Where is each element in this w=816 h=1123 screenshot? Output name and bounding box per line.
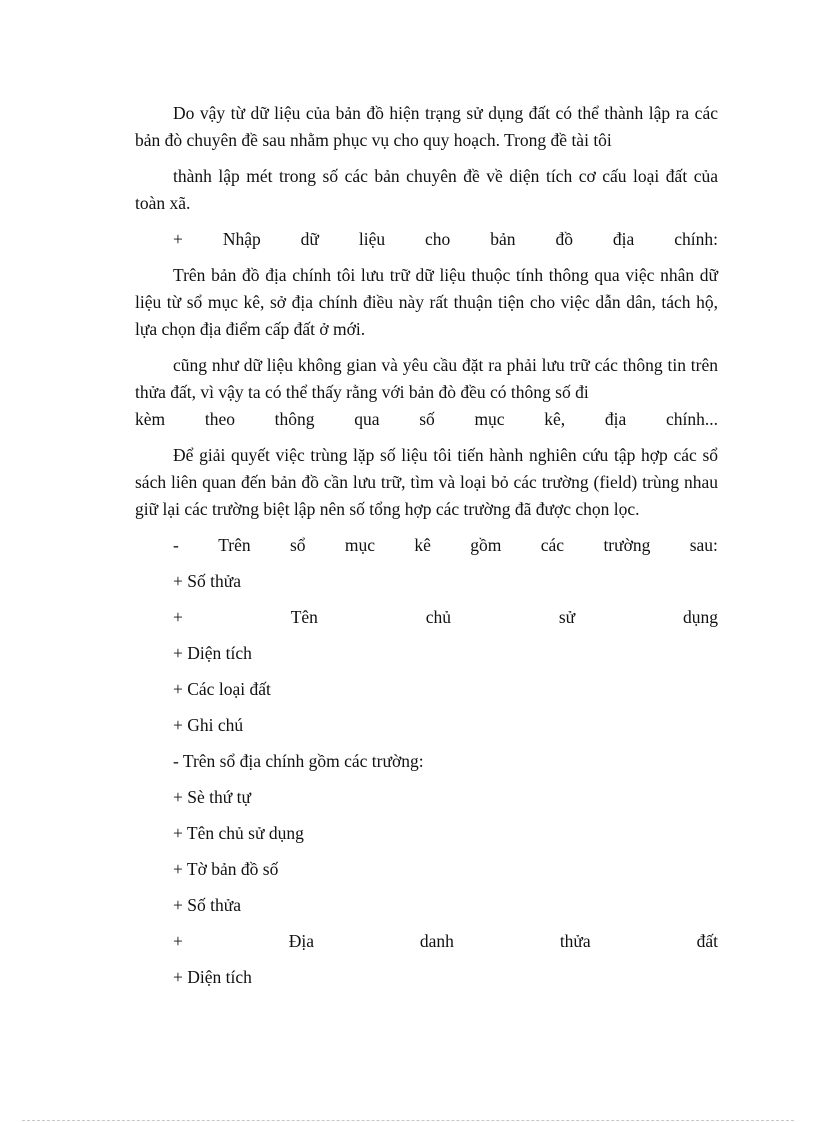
word: Địa bbox=[288, 931, 315, 951]
word: sử bbox=[558, 607, 576, 627]
so-dia-chinh-item-ten-chu-su-dung: + Tên chủ sử dụng bbox=[173, 823, 304, 843]
word: kê bbox=[414, 535, 431, 555]
paragraph-2: thành lập mét trong số các bản chuyên đề về diện tích cơ cấu loại đất của toàn xã. bbox=[135, 166, 718, 213]
so-muc-ke-heading bbox=[173, 532, 718, 559]
word: dữ bbox=[300, 229, 319, 249]
so-dia-chinh-item-dia-danh-thua-dat bbox=[173, 928, 718, 955]
word: sổ bbox=[289, 535, 306, 555]
page-bottom-divider bbox=[22, 1120, 794, 1121]
paragraph-3-nhap-du-lieu bbox=[173, 226, 718, 253]
so-dia-chinh-heading: - Trên sổ địa chính gồm các trường: bbox=[173, 751, 424, 771]
word: Nhập bbox=[222, 229, 261, 249]
word: thửa bbox=[559, 931, 591, 951]
word: địa bbox=[612, 229, 635, 249]
word: chủ bbox=[425, 607, 452, 627]
word: địa bbox=[604, 409, 627, 429]
so-dia-chinh-item-dien-tich: + Diện tích bbox=[173, 967, 252, 987]
word: thông bbox=[274, 409, 315, 429]
so-muc-ke-item-dien-tich: + Diện tích bbox=[173, 643, 252, 663]
word: liệu bbox=[358, 229, 386, 249]
word: kê, bbox=[544, 409, 566, 429]
so-dia-chinh-item-to-ban-do-so: + Tờ bản đồ số bbox=[173, 859, 279, 879]
word: kèm bbox=[135, 409, 166, 429]
paragraph-4: Trên bản đồ địa chính tôi lưu trữ dữ liệu thuộc tính thông qua việc nhân dữ liệu từ sổ mục kê, sở địa chính điều này rất thuận tiện cho việc dẫn dân, tách hộ, lựa chọn địa điểm cấp đất ở mới. bbox=[135, 265, 718, 339]
word: gồm bbox=[470, 535, 502, 555]
paragraph-6: Để giải quyết việc trùng lặp số liệu tôi tiến hành nghiên cứu tập hợp các sổ sách liên quan đến bản đồ cần lưu trữ, tìm và loại bỏ các trường (field) trùng nhau giữ lại các trường biệt lập nên số tổng hợp các trường đã được chọn lọc. bbox=[135, 445, 718, 519]
word: chính... bbox=[665, 409, 718, 429]
word: trường bbox=[603, 535, 651, 555]
word: bản bbox=[490, 229, 516, 249]
paragraph-5 bbox=[135, 352, 718, 433]
so-dia-chinh-item-so-thu-tu: + Sè thứ tự bbox=[173, 787, 251, 807]
word: qua bbox=[354, 409, 380, 429]
word: sau: bbox=[689, 535, 718, 555]
word: + bbox=[173, 931, 183, 951]
paragraph-5-tail bbox=[135, 406, 718, 433]
word: Trên bbox=[218, 535, 251, 555]
word: + bbox=[173, 229, 183, 249]
word: - bbox=[173, 535, 179, 555]
so-muc-ke-item-cac-loai-dat: + Các loại đất bbox=[173, 679, 271, 699]
paragraph-1: Do vậy từ dữ liệu của bản đồ hiện trạng sử dụng đất có thể thành lập ra các bản đò chuyên đề sau nhằm phục vụ cho quy hoạch. Trong đề tài tôi bbox=[135, 103, 718, 150]
word: dụng bbox=[682, 607, 718, 627]
word: danh bbox=[419, 931, 454, 951]
so-muc-ke-item-ten-chu-su-dung bbox=[173, 604, 718, 631]
word: mục bbox=[474, 409, 505, 429]
word: đất bbox=[696, 931, 718, 951]
word: mục bbox=[344, 535, 376, 555]
document-page bbox=[135, 100, 718, 1000]
word: số bbox=[419, 409, 435, 429]
word: + bbox=[173, 607, 183, 627]
so-dia-chinh-item-so-thua: + Số thửa bbox=[173, 895, 241, 915]
word: chính: bbox=[674, 229, 718, 249]
paragraph-5-main: cũng như dữ liệu không gian và yêu cầu đặt ra phải lưu trữ các thông tin trên thửa đất, vì vậy ta có thể thấy rằng với bản đò đều có thông số đi bbox=[135, 355, 718, 402]
word: các bbox=[540, 535, 565, 555]
so-muc-ke-item-ghi-chu: + Ghi chú bbox=[173, 715, 244, 735]
so-muc-ke-item-so-thua: + Số thửa bbox=[173, 571, 241, 591]
word: Tên bbox=[290, 607, 318, 627]
word: đồ bbox=[555, 229, 573, 249]
word: cho bbox=[425, 229, 451, 249]
word: theo bbox=[204, 409, 235, 429]
